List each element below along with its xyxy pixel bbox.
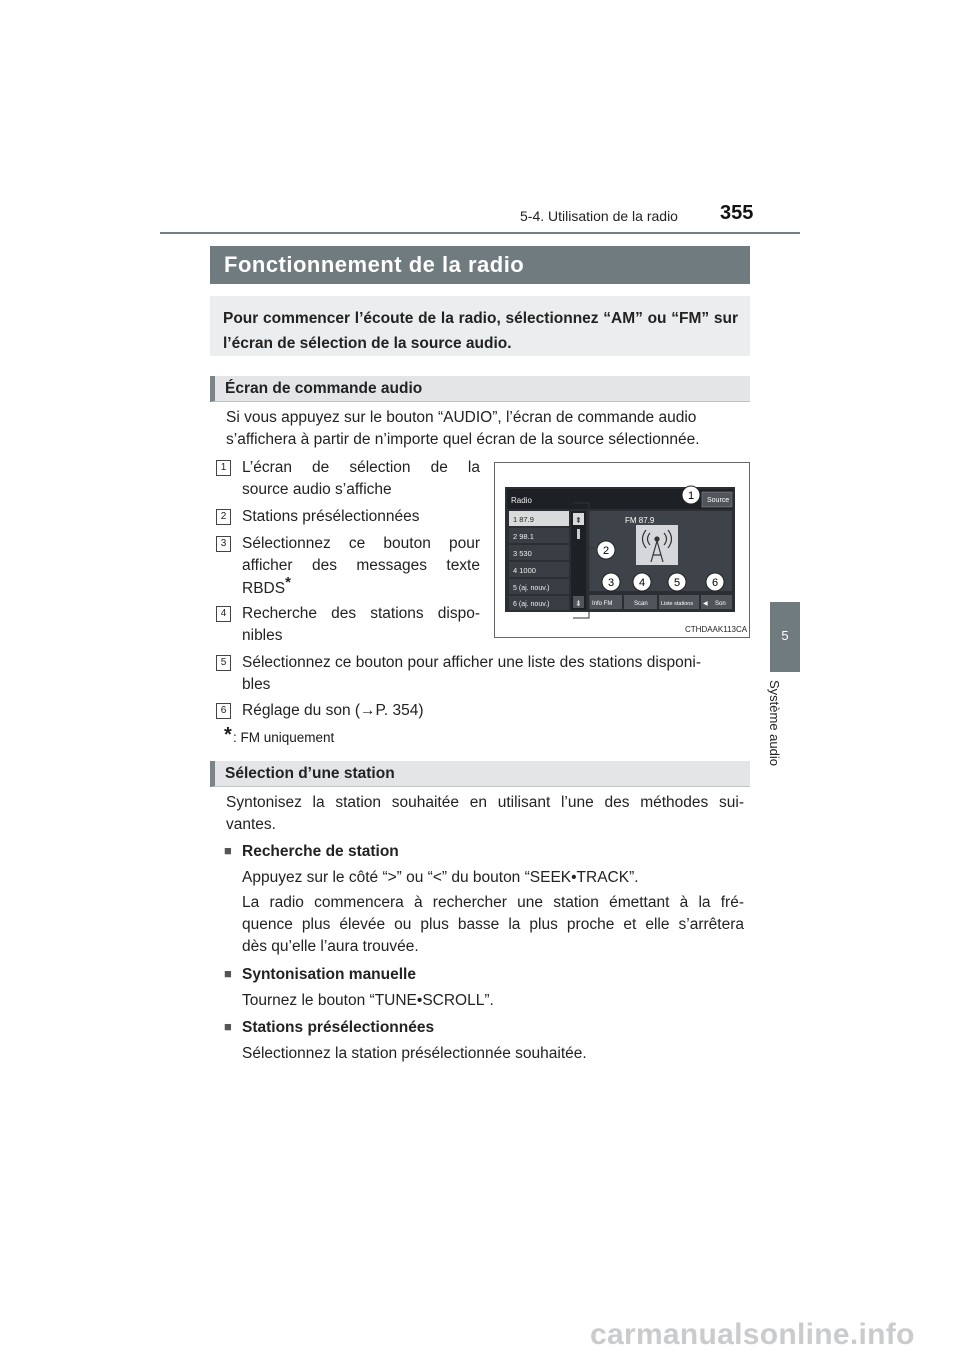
- item-3-line2: afficher des messages texte: [242, 557, 480, 574]
- callout-4: 4: [638, 577, 646, 589]
- page-number: 355: [720, 202, 754, 224]
- item-3-line3: [242, 573, 291, 600]
- preset-5: 5 (aj. nouv.): [513, 585, 550, 592]
- item-2-line1: Stations présélectionnées: [242, 508, 420, 525]
- header-rule: [160, 232, 800, 234]
- scroll-down-icon: ⇟: [575, 599, 582, 608]
- manual-title: Syntonisation manuelle: [242, 966, 416, 983]
- item-5-line1: Sélectionnez ce bouton pour afficher une liste des stations disponi-: [242, 654, 701, 671]
- radio-screen-illustration: [495, 463, 749, 637]
- footnote-star: *: [224, 724, 232, 746]
- section-heading-station: [210, 761, 750, 787]
- manual-line: Tournez le bouton “TUNE•SCROLL”.: [242, 992, 494, 1009]
- preset-line: Sélectionnez la station présélectionnée souhaitée.: [242, 1045, 587, 1062]
- item-4-line1: Recherche des stations dispo-: [242, 605, 480, 622]
- item-3-rbds: RBDS: [242, 580, 286, 597]
- callout-marker-3: 3: [216, 536, 231, 552]
- seek-title: Recherche de station: [242, 843, 399, 860]
- intro-box: [210, 296, 750, 356]
- bullet-manual: ■: [224, 966, 232, 981]
- item-6-line1: Réglage du son (→P. 354): [242, 702, 424, 719]
- chapter-tab: [770, 602, 800, 672]
- seek-line-b2: quence plus élevée ou plus basse la plus proche et elle s’arrêtera: [242, 916, 744, 933]
- seek-line-b1: La radio commencera à rechercher une station émettant à la fré-: [242, 894, 744, 911]
- callout-marker-1: 1: [216, 460, 231, 476]
- station-paragraph-line1: Syntonisez la station souhaitée en utilisant l’une des méthodes sui-: [226, 794, 744, 811]
- bullet-seek: ■: [224, 843, 232, 858]
- scroll-up-icon: ⇞: [575, 516, 582, 525]
- callout-marker-5: 5: [216, 655, 231, 671]
- item-1-line1: L’écran de sélection de la: [242, 459, 480, 476]
- callout-5: 5: [673, 577, 681, 589]
- callout-marker-6: 6: [216, 703, 231, 719]
- station-list-button-label: Liste stations: [661, 601, 694, 607]
- callout-marker-2: 2: [216, 509, 231, 525]
- section-heading-station-text: Sélection d’une station: [225, 765, 395, 782]
- item-5-line2: bles: [242, 676, 271, 693]
- preset-3: 3 530: [513, 549, 532, 558]
- callout-1: 1: [687, 490, 695, 502]
- item-1-line2: source audio s’affiche: [242, 481, 392, 498]
- intro-text: Pour commencer l’écoute de la radio, sélectionnez “AM” ou “FM” sur l’écran de sélection de la source audio.: [223, 310, 738, 352]
- seek-line-b3: dès qu’elle l’aura trouvée.: [242, 938, 419, 955]
- callout-2: 2: [602, 545, 610, 557]
- section-heading-audio-text: Écran de commande audio: [225, 380, 423, 397]
- preset-1: 1 87.9: [513, 515, 534, 524]
- item-3-star: *: [285, 573, 291, 591]
- audio-paragraph-line2: s’affichera à partir de n’importe quel écran de la source sélectionnée.: [226, 431, 700, 448]
- radio-screen-figure: [494, 462, 750, 638]
- scan-button-label: Scan: [634, 601, 648, 607]
- item-4-line2: nibles: [242, 627, 283, 644]
- screen-title: Radio: [511, 496, 532, 505]
- preset-4: 4 1000: [513, 566, 536, 575]
- chapter-title: Système audio: [767, 680, 782, 766]
- watermark: carmanualsonline.info: [590, 1318, 915, 1351]
- preset-title: Stations présélectionnées: [242, 1019, 435, 1036]
- section-header: 5-4. Utilisation de la radio: [520, 208, 678, 224]
- audio-paragraph-line1: Si vous appuyez sur le bouton “AUDIO”, l’écran de commande audio: [226, 409, 697, 426]
- frequency-label: FM 87.9: [625, 516, 655, 525]
- bullet-preset: ■: [224, 1019, 232, 1034]
- callout-6: 6: [711, 577, 719, 589]
- section-heading-audio: [210, 376, 750, 402]
- station-paragraph-line2: vantes.: [226, 816, 276, 833]
- item-3-line1: Sélectionnez ce bouton pour: [242, 535, 480, 552]
- callout-marker-4: 4: [216, 606, 231, 622]
- footnote-text: : FM uniquement: [233, 730, 335, 745]
- seek-line-a: Appuyez sur le côté “>” ou “<” du bouton “SEEK•TRACK”.: [242, 869, 639, 886]
- callout-3: 3: [607, 577, 615, 589]
- speaker-icon: ◀: [703, 601, 708, 607]
- source-button-label: Source: [707, 497, 730, 504]
- info-fm-button-label: Info FM: [592, 601, 613, 607]
- page-title-banner: [210, 246, 750, 284]
- figure-code: CTHDAAK113CA: [685, 625, 748, 634]
- chapter-number: 5: [781, 628, 789, 643]
- chapter-label: [767, 680, 795, 790]
- sound-button-label: Son: [715, 601, 726, 607]
- preset-6: 6 (aj. nouv.): [513, 601, 550, 608]
- page-title: Fonctionnement de la radio: [224, 252, 525, 277]
- antenna-icon-frame: [636, 525, 678, 565]
- preset-2: 2 98.1: [513, 532, 534, 541]
